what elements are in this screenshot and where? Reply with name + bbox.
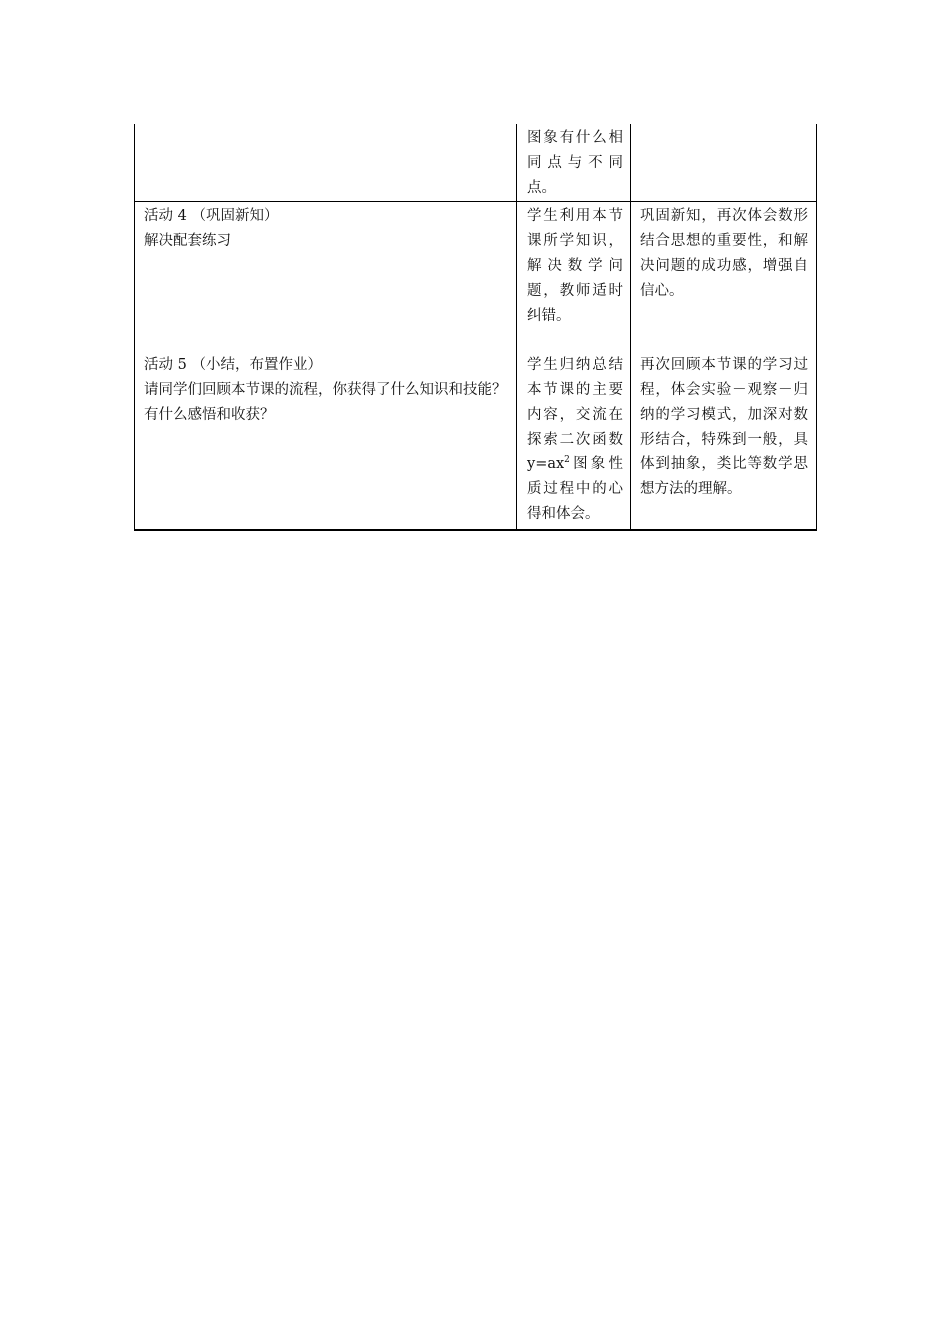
- student-activity-text: 图象有什么相同点与不同点。: [527, 130, 623, 196]
- table-cell-student: [517, 202, 631, 530]
- activity-text: [135, 124, 516, 127]
- activity-4-student-text: 学生利用本节课所学知识，解决数学问题，教师适时纠错。: [527, 208, 623, 324]
- activity-5-content: 请同学们回顾本节课的流程，你获得了什么知识和技能？有什么感悟和收获？: [144, 381, 507, 423]
- intent-text: [631, 124, 816, 127]
- table-cell-activity: [135, 202, 517, 530]
- activity-5-title: 活动 5 （小结，布置作业）: [144, 356, 322, 373]
- table-row: [135, 124, 817, 202]
- table-cell-intent: [631, 124, 817, 202]
- table-cell-intent: [631, 202, 817, 530]
- activity-5-intent-text: 再次回顾本节课的学习过程，体会实验－观察－归纳的学习模式，加深对数形结合，特殊到一般，具体到抽象，类比等数学思想方法的理解。: [640, 357, 808, 498]
- lesson-plan-table: [134, 124, 817, 531]
- table-cell-student: [517, 124, 631, 202]
- activity-4-intent-text: 巩固新知，再次体会数形结合思想的重要性，和解决问题的成功感，增强自信心。: [640, 208, 808, 299]
- activity-4-content: 解决配套练习: [144, 233, 231, 250]
- activity-4-title: 活动 4 （巩固新知）: [144, 208, 279, 225]
- table-cell-activity: [135, 124, 517, 202]
- table-row: [135, 202, 817, 530]
- superscript-exponent: 2: [564, 455, 570, 466]
- activity-5-student-text: 学生归纳总结本节课的主要内容，交流在探索二次函数 $y=ax^2$图象性质过程中的心得和体会。: [527, 357, 623, 522]
